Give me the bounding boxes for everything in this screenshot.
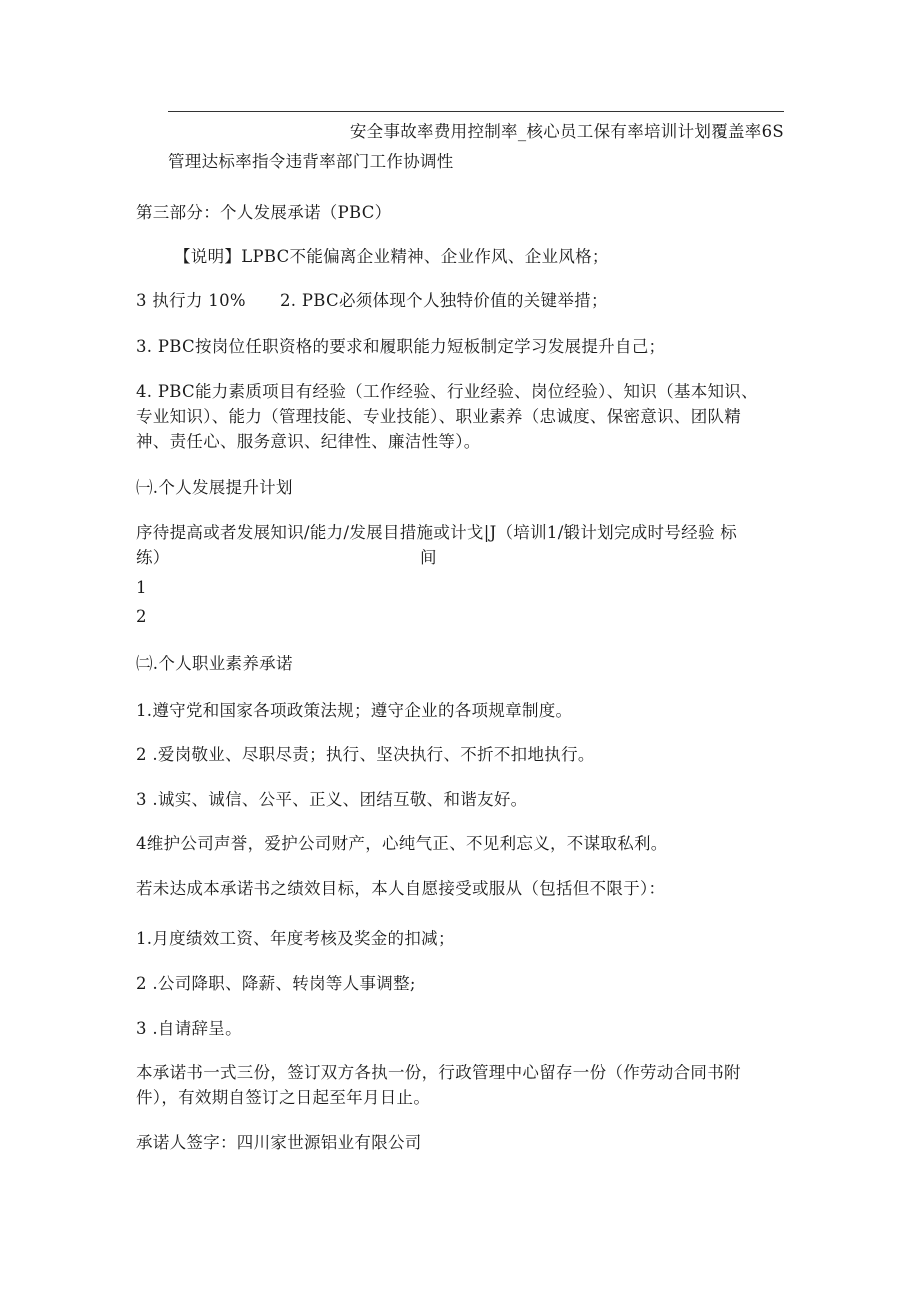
professional-item: 1.遵守党和国家各项政策法规；遵守企业的各项规章制度。 <box>136 701 573 720</box>
plan-row-number: 1 <box>136 578 147 597</box>
closing-line-1: 本承诺书一式三份，签订双方各执一份，行政管理中心留存一份（作劳动合同书附 <box>136 1063 741 1082</box>
plan-table-header-line-1: 序待提高或者发展知识/能力/发展目措施或计戈|J（培训1/锻计划完成时号经验 标 <box>136 523 738 542</box>
professional-item: 2 .爱岗敬业、尽职尽责；执行、坚决执行、不折不扣地执行。 <box>136 745 595 764</box>
part3-note: 【说明】LPBC不能偏离企业精神、企业作风、企业风格； <box>174 247 609 266</box>
plan-row-number: 2 <box>136 607 147 626</box>
part3-item-4-line-3: 神、责任心、服务意识、纪律性、廉洁性等）。 <box>136 432 481 451</box>
professional-item: 4维护公司声誉，爱护公司财产，心纯气正、不见利忘义，不谋取私利。 <box>136 834 668 853</box>
part3-title: 第三部分：个人发展承诺（PBC） <box>136 203 392 222</box>
penalty-item: 2 .公司降职、降薪、转岗等人事调整; <box>136 974 416 993</box>
kpi-line-2: 管理达标率指令违背率部门工作协调性 <box>168 152 454 171</box>
penalty-item: 1.月度绩效工资、年度考核及奖金的扣减； <box>136 929 455 948</box>
professional-heading: ㈡.个人职业素养承诺 <box>136 654 293 673</box>
kpi-line-1: 安全事故率费用控制率_核心员工保有率培训计划覆盖率6S <box>349 122 784 141</box>
signature-line: 承诺人签字：四川家世源铝业有限公司 <box>136 1133 422 1152</box>
closing-line-2: 件），有效期自签订之日起至年月日止。 <box>136 1088 431 1107</box>
plan-table-header-line-2b: 间 <box>420 548 437 567</box>
part3-row-left: 3 执行力 10% <box>136 291 246 310</box>
part3-item-4-line-2: 专业知识）、能力（管理技能、专业技能）、职业素养（忠诚度、保密意识、团队精 <box>136 407 742 426</box>
part3-row-right: 2. PBC必须体现个人独特价值的关键举措； <box>280 291 608 310</box>
part3-item-4-line-1: 4. PBC能力素质项目有经验（工作经验、行业经验、岗位经验）、知识（基本知识、 <box>136 382 758 401</box>
header-rule <box>168 111 784 112</box>
plan-table-header-line-2a: 练） <box>136 548 170 567</box>
penalty-item: 3 .自请辞呈。 <box>136 1019 242 1038</box>
penalty-intro: 若未达成本承诺书之绩效目标，本人自愿接受或服从（包括但不限于）： <box>136 879 666 898</box>
plan-heading: ㈠.个人发展提升计划 <box>136 478 293 497</box>
professional-item: 3 .诚实、诚信、公平、正义、团结互敬、和谐友好。 <box>136 790 528 809</box>
part3-item-3: 3. PBC按岗位任职资格的要求和履职能力短板制定学习发展提升自己； <box>136 337 666 356</box>
